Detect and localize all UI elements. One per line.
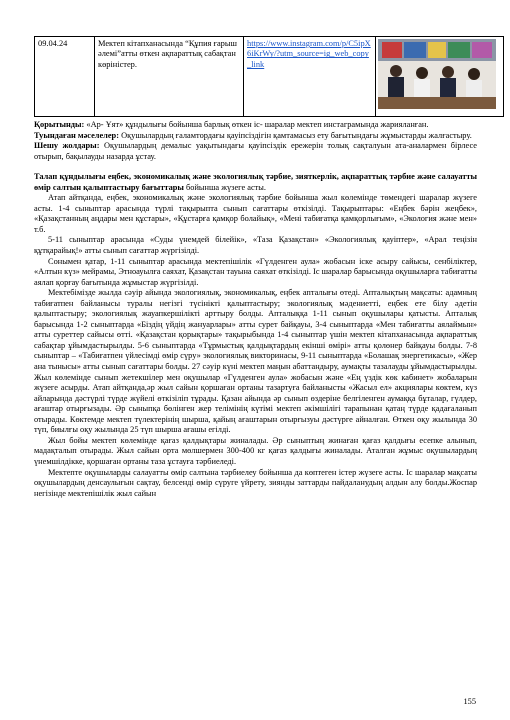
issues-label: Туындаған мәселелер: bbox=[34, 130, 119, 140]
paragraph: 5-11 сыныптар арасында «Суды үнемдей білейік», «Таза Қазақстан» «Экологиялық қауіптер», «Арал теңізін құтқарайық!» атты сынып сағаттар жүргізілді. bbox=[34, 235, 477, 256]
paragraph: Мектепте оқушыларды салауатты өмір салтына тәрбиелеу бойынша да көптеген істер жүзеге асты. Іс шаралар мақсаты оқушылардың денсаулығын сақтау, белсенді өмір сүруге үйрету, зиянды заттарды пайдаланудың алдын алу болды.Жоспар негізінде мектепішілік жыл сайын bbox=[34, 467, 477, 498]
paragraph: Мектебімізде жылда сәуір айында экологиялық, экономикалық, еңбек апталығы өтеді. Апталықтың мақсаты: адамның табиғатпен байланысы туралы негізгі түсінікті қалыптастыру; экологиялық мәдениетті, еңбек ете білу әдетін қалыптастыру; экологиялық жауапкершілікті арттыру болды. Апталыққа 1-11 сынып оқушылары қатысты. Апталық барысында 1-2 сыныптарда «Біздің үйдің жануарлары» атты сурет байқауы, 3-4 сыныптарда «Мен табиғатты аялаймын» атты суреттер сайысы өтті. «Қазақстан қорықтары» тақырыбында 1-4 сыныптар үшін мектеп кітапханасында ақпараттық сабақтар ұйымдастырылды. 5-6 сыныптарда «Тұрмыстық қалдықтардың екінші өмірі» атты қолөнер байқауы болды. 7-8 сыныптар – «Табиғатпен үйлесімді өмір сүру» экологиялық викторинасы, 9-11 сыныптарда «Болашақ энергетикасы», «Жер ана тынысы» атты сынып сағаттары болды. 27 сәуір күні мектеп маңын абаттандыру, аумақты тазалауды ұйымдастырылды. Жыл көлемінде сынып жетекшілер мен оқушылар «Гүлденген аула» жобасын және «Ең үздік көк кабинет» жобаларын жүзеге асырды. Атап айтқанда,әр жыл сайын қоршаған ортаны тазартуға байланысты «Жасыл ел» акциялары көктем, күз айларында дәстүрлі түрде жүйелі өткізіліп тұрады. Қазан айында әр сынып өздеріне белгіленген аумаққа бұталар, гүлдер, ағаштар отырғызады. Әр сыныпқа бөлінген жер телімінің күтімі мектеп әкімшілігі тарапынан қатаң түрде қадағаланып отырады. Көктемде мектеп түлектерінің шырша, қайың ағаштарын отырғызуы дәстүрге айналған. Өткен оқу жылында 30 түп, биылғы оқу жылында 25 түп шырша ағашы егілді. bbox=[34, 288, 477, 435]
section-heading-bold: Талап құндылығы еңбек, экономикалық және экологиялық тәрбие, зияткерлік, ақпараттық тәрбие және салауатты өмір салтын қалыптастыру бағыттары bbox=[34, 172, 477, 192]
issues-paragraph bbox=[34, 131, 477, 142]
event-photo bbox=[378, 39, 496, 109]
issues-text: Оқушылардың ғаламтордағы қауіпсіздігін қамтамасыз ету бағытындағы жұмыстарды жалғастыру. bbox=[118, 130, 472, 140]
event-photo-image bbox=[378, 39, 496, 109]
section-heading-tail: бойынша жүзеге асты. bbox=[183, 182, 266, 192]
instagram-link[interactable]: https://www.instagram.com/p/C5ipX6iKrWy/?utm_source=ig_web_copy_link bbox=[247, 39, 371, 69]
paragraph: Атап айтқанда, еңбек, экономикалық және экологиялық тәрбие бойынша жыл көлемінде төмендегі шаралар жүзеге асты. 1-4 сыныптар арасында түрлі тақырыпта сынып сағаттары өткізілді. Тақырыптары: «Еңбек бәрін жеңбек», «Қазақстанның аңдары мен құстары», «Құстарға қамқор болайық», «Мені табиғатқа қамқорлығым», «Экология және мен» т.б. bbox=[34, 193, 477, 234]
conclusion-label: Қорытынды: bbox=[34, 120, 85, 129]
solutions-label: Шешу жолдары: bbox=[34, 141, 100, 151]
conclusion-text: «Ар- Ұят» құндылығы бойынша барлық өткен іс- шаралар мектеп инстаграмында жарияланған. bbox=[84, 120, 429, 129]
date-cell: 09.04.24 bbox=[35, 37, 95, 117]
event-table bbox=[34, 36, 504, 117]
event-description-cell: Мектеп кітапханасында “Құпия ғарыш әлемі”атты өткен ақпараттық сабақтан көріністер. bbox=[95, 37, 244, 117]
document-body bbox=[34, 120, 477, 499]
table-row bbox=[35, 37, 504, 117]
link-cell bbox=[244, 37, 376, 117]
paragraph: Жыл бойы мектеп көлемінде қағаз қалдықтары жиналады. Әр сыныптың жинаған қағаз қалдығы есепке алынып, мадақталып отырады. Жыл сайын орта мөлшермен 300-400 кг қағаз қалдығы жиналады. Аталған жұмыс оқушылардың үнемшілдікке, қоршаған ортаны таза ұстауға тәрбиеледі. bbox=[34, 435, 477, 466]
paragraph: Сонымен қатар, 1-11 сыныптар арасында мектепішілік «Гүлденген аула» жобасын іске асыру сайысы, сенбіліктер, «Алтын күз» мейрамы, Этноауылға саяхат, Қазақстан тауына саяхат өткізілді. Іс шаралар барысында оқушыларға табиғатты аялап қорғау бағытында жұмыстар жүргізілді. bbox=[34, 256, 478, 287]
solutions-text: Оқушылардың демалыс уақытындағы қауіпсіздік ережерін толық сақталуын ата-аналармен бірлесе отырып, бақылауды назарда ұстау. bbox=[34, 141, 477, 161]
conclusion-paragraph bbox=[34, 120, 477, 131]
section-heading bbox=[34, 172, 477, 193]
page-number: 155 bbox=[463, 697, 476, 706]
photo-cell bbox=[376, 37, 504, 117]
solutions-paragraph bbox=[34, 141, 477, 162]
